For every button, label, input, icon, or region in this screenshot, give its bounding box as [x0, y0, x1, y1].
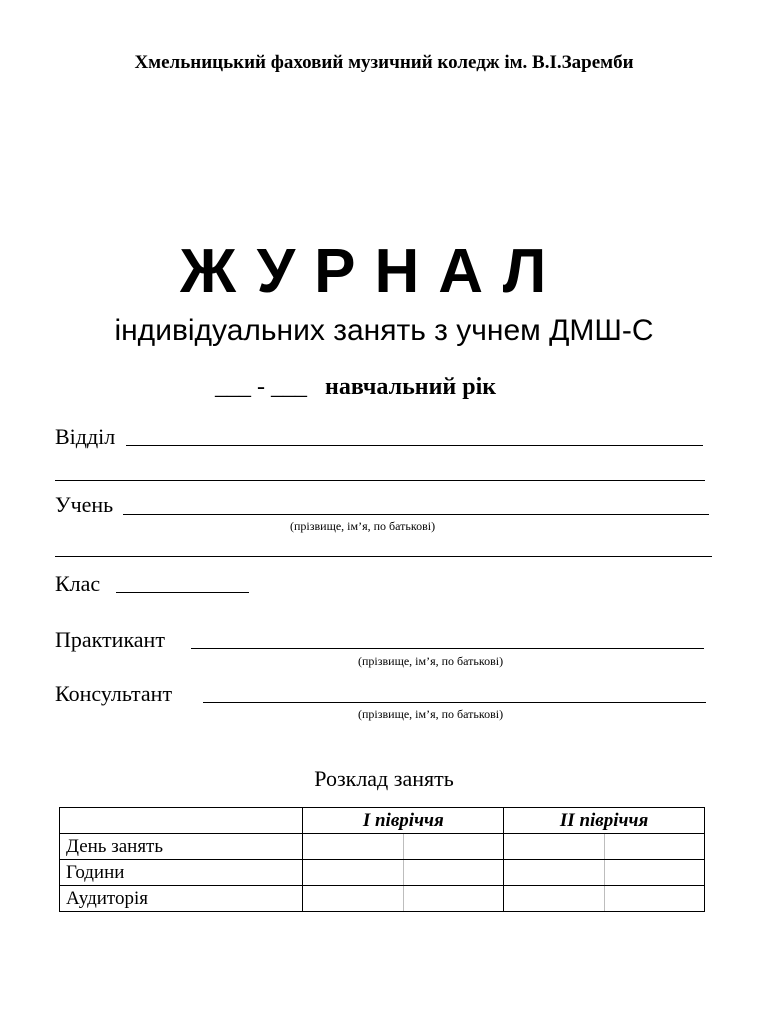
cell-day-s2-a[interactable] [504, 834, 604, 860]
student-label: Учень [55, 492, 114, 517]
schedule-title: Розклад занять [314, 766, 454, 791]
academic-year-slots: ___ - ___ [215, 374, 307, 400]
cell-room-s1-b[interactable] [403, 886, 503, 912]
cell-hours-s1-b[interactable] [403, 860, 503, 886]
trainee-field-line[interactable] [191, 648, 704, 649]
cell-hours-s1-a[interactable] [303, 860, 403, 886]
class-field-line[interactable] [116, 592, 249, 593]
academic-year-line [215, 374, 496, 401]
academic-year-label: навчальний рік [325, 374, 497, 400]
student-hint: (прізвище, ім’я, по батькові) [290, 519, 436, 533]
cell-day-s1-a[interactable] [303, 834, 403, 860]
cell-room-s2-a[interactable] [504, 886, 604, 912]
table-row [60, 834, 705, 860]
consultant-hint: (прізвище, ім’я, по батькові) [358, 707, 504, 721]
row-label-hours: Години [60, 860, 303, 886]
journal-title: ЖУРНАЛ [180, 237, 566, 306]
schedule-header-semester-1: І півріччя [303, 808, 504, 834]
department-field-line-2[interactable] [55, 480, 705, 481]
cell-hours-s2-a[interactable] [504, 860, 604, 886]
row-label-day: День занять [60, 834, 303, 860]
schedule-header-semester-2: ІІ півріччя [504, 808, 705, 834]
schedule-header-row [60, 808, 705, 834]
table-row [60, 860, 705, 886]
cell-day-s2-b[interactable] [604, 834, 704, 860]
cell-hours-s2-b[interactable] [604, 860, 704, 886]
schedule-header-empty [60, 808, 303, 834]
journal-subtitle: індивідуальних занять з учнем ДМШ-С [114, 314, 654, 347]
consultant-label: Консультант [55, 681, 173, 706]
cell-day-s1-b[interactable] [403, 834, 503, 860]
row-label-room: Аудиторія [60, 886, 303, 912]
cell-room-s1-a[interactable] [303, 886, 403, 912]
class-label: Клас [55, 571, 101, 596]
institution-name: Хмельницький фаховий музичний коледж ім. В.І.Заремби [134, 52, 634, 73]
schedule-table [59, 807, 705, 912]
cell-room-s2-b[interactable] [604, 886, 704, 912]
department-label: Відділ [55, 424, 116, 449]
table-row [60, 886, 705, 912]
student-field-line-2[interactable] [55, 556, 712, 557]
consultant-field-line[interactable] [203, 702, 706, 703]
department-field-line[interactable] [126, 445, 703, 446]
trainee-hint: (прізвище, ім’я, по батькові) [358, 654, 504, 668]
trainee-label: Практикант [55, 627, 165, 652]
student-field-line[interactable] [123, 514, 709, 515]
